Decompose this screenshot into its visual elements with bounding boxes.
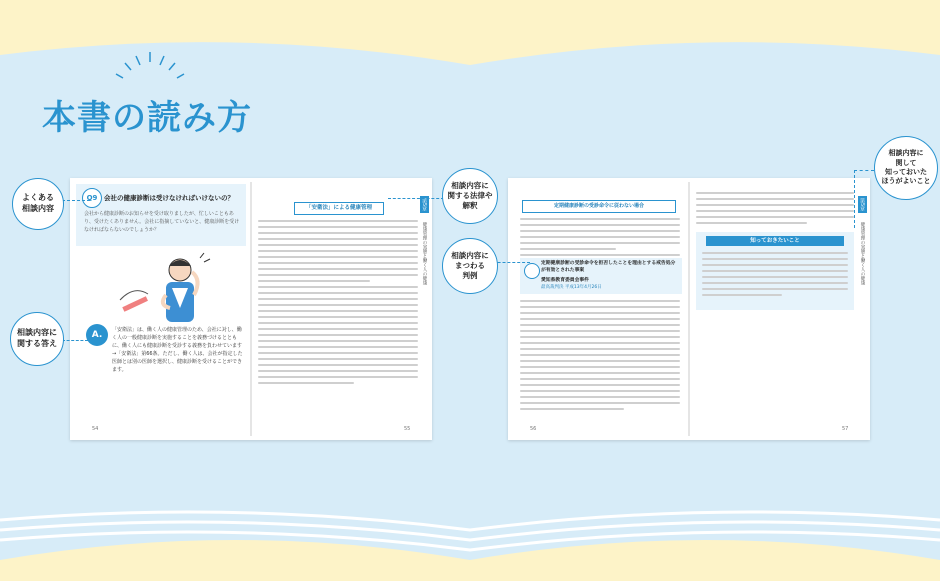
callout-case: 相談内容に まつわる 判例 bbox=[442, 238, 498, 294]
chapter-tab: 第5章 bbox=[421, 198, 427, 212]
left-spread bbox=[70, 178, 432, 440]
callout-consult: よくある 相談内容 bbox=[12, 178, 64, 230]
worried-man-illustration bbox=[114, 250, 224, 332]
body-text-3 bbox=[520, 300, 680, 414]
case-source: 愛知県教育委員会事件 bbox=[541, 278, 589, 283]
chapter-side-title-2: 健康管理の実態と働く人の健康 bbox=[860, 222, 865, 285]
know-body bbox=[702, 252, 848, 300]
callout-law: 相談内容に 関する法律や 解釈 bbox=[442, 168, 498, 224]
chapter-side-title: 健康管理の実態と働く人の健康 bbox=[422, 222, 427, 285]
know-title: 知っておきたいこと bbox=[706, 236, 844, 246]
chapter-tab-2: 第5章 bbox=[859, 198, 865, 212]
body-text-2 bbox=[520, 218, 680, 260]
question-title: 会社の健康診断は受けなければいけないの？ bbox=[104, 194, 234, 202]
page-title: 本書の読み方 bbox=[42, 98, 252, 138]
question-body: 会社から健康診断のお知らせを受け取りましたが、忙しいこともあり、受けたくありません。会社に指摘していないと、健康診断を受けなければならないのでしょうか？ bbox=[84, 211, 240, 233]
page-number-left: 54 bbox=[92, 426, 99, 432]
answer-badge: A. bbox=[86, 324, 108, 346]
page-number-left-2: 56 bbox=[530, 426, 537, 432]
right-spread bbox=[508, 178, 870, 440]
body-text-4 bbox=[696, 192, 854, 228]
gavel-icon bbox=[524, 263, 540, 279]
case-title: 定期健康診断の受診命令を拒否したことを理由とする戒告処分が有効とされた事案 bbox=[541, 261, 676, 274]
callout-answer: 相談内容に 関する答え bbox=[10, 312, 64, 366]
callout-know: 相談内容に 関して 知っておいた ほうがよいこと bbox=[874, 136, 938, 200]
body-text bbox=[258, 220, 418, 388]
page-number-right-2: 57 bbox=[842, 426, 849, 432]
section-title-2: 定期健康診断の受診命令に従わない場合 bbox=[522, 200, 676, 213]
case-date: 最高裁判決 平成13年4月26日 bbox=[541, 285, 602, 290]
section-title: 「安衛法」による健康管理 bbox=[294, 202, 384, 215]
answer-body: 「安衛法」は、働く人の健康管理のため、会社に対し、働く人の一般健康診断を実施することを義務づけるとともに、働く人にも健康診断を受診する義務を負わせています→「安衛法」第66条。ただし、働く人は、会社が指定した医師とは別の医師を選択し、健康診断を受けることができます。 bbox=[112, 327, 243, 373]
page-number-right: 55 bbox=[404, 426, 411, 432]
question-number-badge: Q9 bbox=[82, 188, 102, 208]
